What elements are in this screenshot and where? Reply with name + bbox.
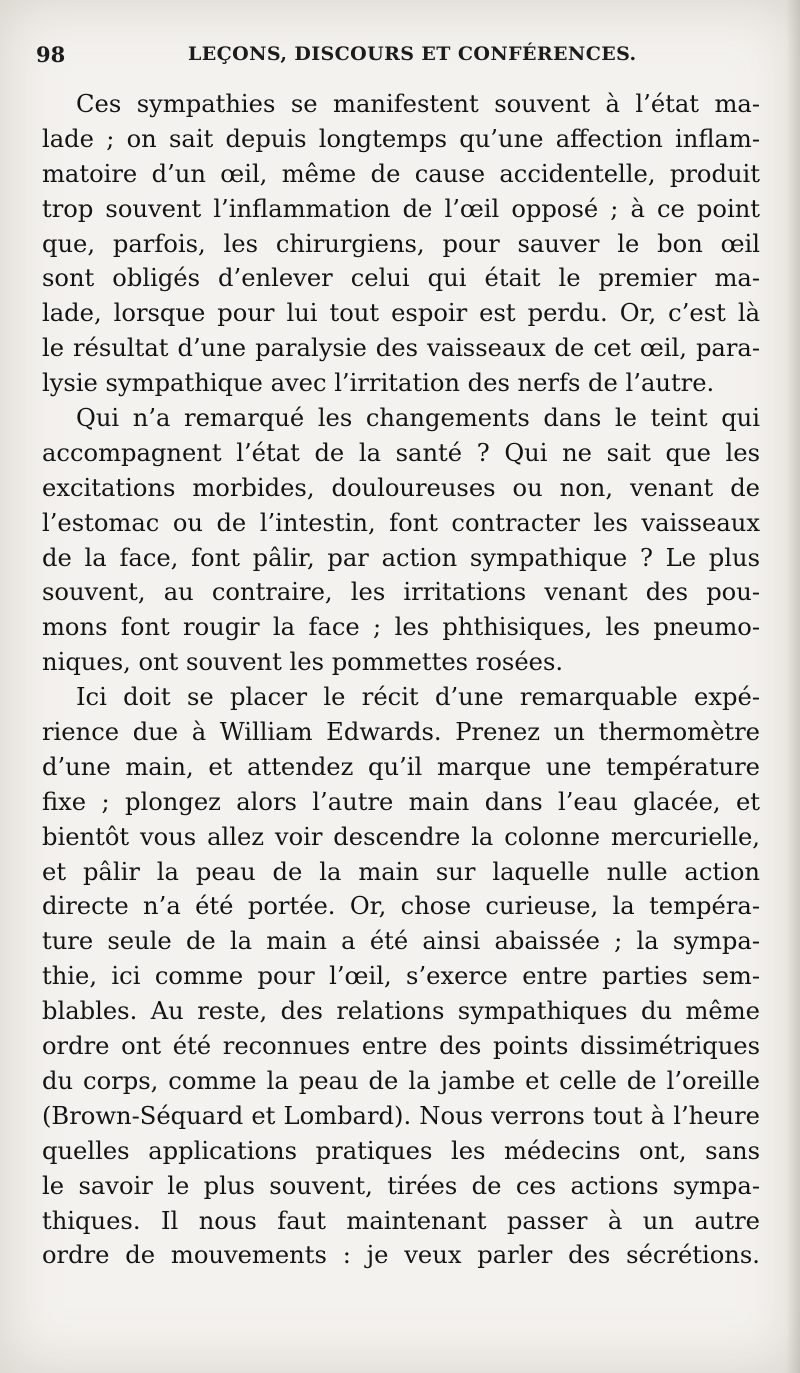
text-line: lade, lorsque pour lui tout espoir est perdu. Or, c’est là: [42, 299, 760, 328]
text-line: d’une main, et attendez qu’il marque une température: [42, 752, 760, 781]
paragraph-sympathies: [42, 87, 760, 401]
text-line: l’estomac ou de l’intestin, font contracter les vaisseaux: [42, 508, 760, 537]
text-line: lade ; on sait depuis longtemps qu’une affection inflam-: [42, 124, 760, 153]
text-line: fixe ; plongez alors l’autre main dans l’eau glacée, et: [42, 787, 760, 816]
paragraph-edwards: [42, 680, 760, 1273]
text-line: thiques. Il nous faut maintenant passer à un autre: [42, 1206, 760, 1235]
running-head: LEÇONS, DISCOURS ET CONFÉRENCES.: [188, 43, 637, 65]
page-edge-shadow: [786, 0, 800, 1373]
text-line: blables. Au reste, des relations sympathiques du même: [42, 997, 760, 1026]
text-line: trop souvent l’inflammation de l’œil opposé ; à ce point: [42, 194, 760, 223]
page-header: [36, 40, 762, 76]
text-line: sont obligés d’enlever celui qui était le premier ma-: [42, 264, 760, 293]
text-line: matoire d’un œil, même de cause accidentelle, produit: [42, 159, 760, 188]
text-line: le résultat d’une paralysie des vaisseaux de cet œil, para-: [42, 334, 760, 363]
text-line: excitations morbides, douloureuses ou non, venant de: [42, 473, 760, 502]
text-line: du corps, comme la peau de la jambe et celle de l’oreille: [42, 1066, 760, 1095]
text-line: lysie sympathique avec l’irritation des nerfs de l’autre.: [42, 369, 715, 398]
text-line: que, parfois, les chirurgiens, pour sauver le bon œil: [42, 229, 760, 258]
text-line: quelles applications pratiques les médecins ont, sans: [42, 1136, 760, 1165]
text-line: bientôt vous allez voir descendre la colonne mercurielle,: [42, 822, 760, 851]
text-line: thie, ici comme pour l’œil, s’exerce entre parties sem-: [42, 962, 760, 991]
text-line: Qui n’a remarqué les changements dans le teint qui: [76, 404, 760, 433]
text-line: rience due à William Edwards. Prenez un thermomètre: [42, 718, 760, 747]
page-number: 98: [36, 42, 66, 67]
text-line: mons font rougir la face ; les phthisiques, les pneumo-: [42, 613, 760, 642]
text-line: le savoir le plus souvent, tirées de ces actions sympa-: [42, 1171, 760, 1200]
text-line: (Brown-Séquard et Lombard). Nous verrons tout à l’heure: [42, 1101, 760, 1130]
text-line: ordre ont été reconnues entre des points dissimétriques: [42, 1032, 760, 1061]
text-line: ture seule de la main a été ainsi abaissée ; la sympa-: [42, 927, 760, 956]
paragraph-teint: [42, 401, 760, 680]
text-line: souvent, au contraire, les irritations venant des pou-: [42, 578, 760, 607]
body-text: [42, 87, 760, 1273]
text-line: Ces sympathies se manifestent souvent à l’état ma-: [76, 90, 760, 118]
text-line: Ici doit se placer le récit d’une remarquable expé-: [76, 683, 760, 712]
text-line: et pâlir la peau de la main sur laquelle nulle action: [42, 857, 760, 886]
text-line: de la face, font pâlir, par action sympathique ? Le plus: [42, 543, 760, 572]
text-line: directe n’a été portée. Or, chose curieuse, la tempéra-: [42, 892, 760, 921]
text-line: ordre de mouvements : je veux parler des sécrétions.: [42, 1241, 760, 1270]
text-line: niques, ont souvent les pommettes rosées.: [42, 648, 564, 677]
text-line: accompagnent l’état de la santé ? Qui ne sait que les: [42, 438, 760, 467]
